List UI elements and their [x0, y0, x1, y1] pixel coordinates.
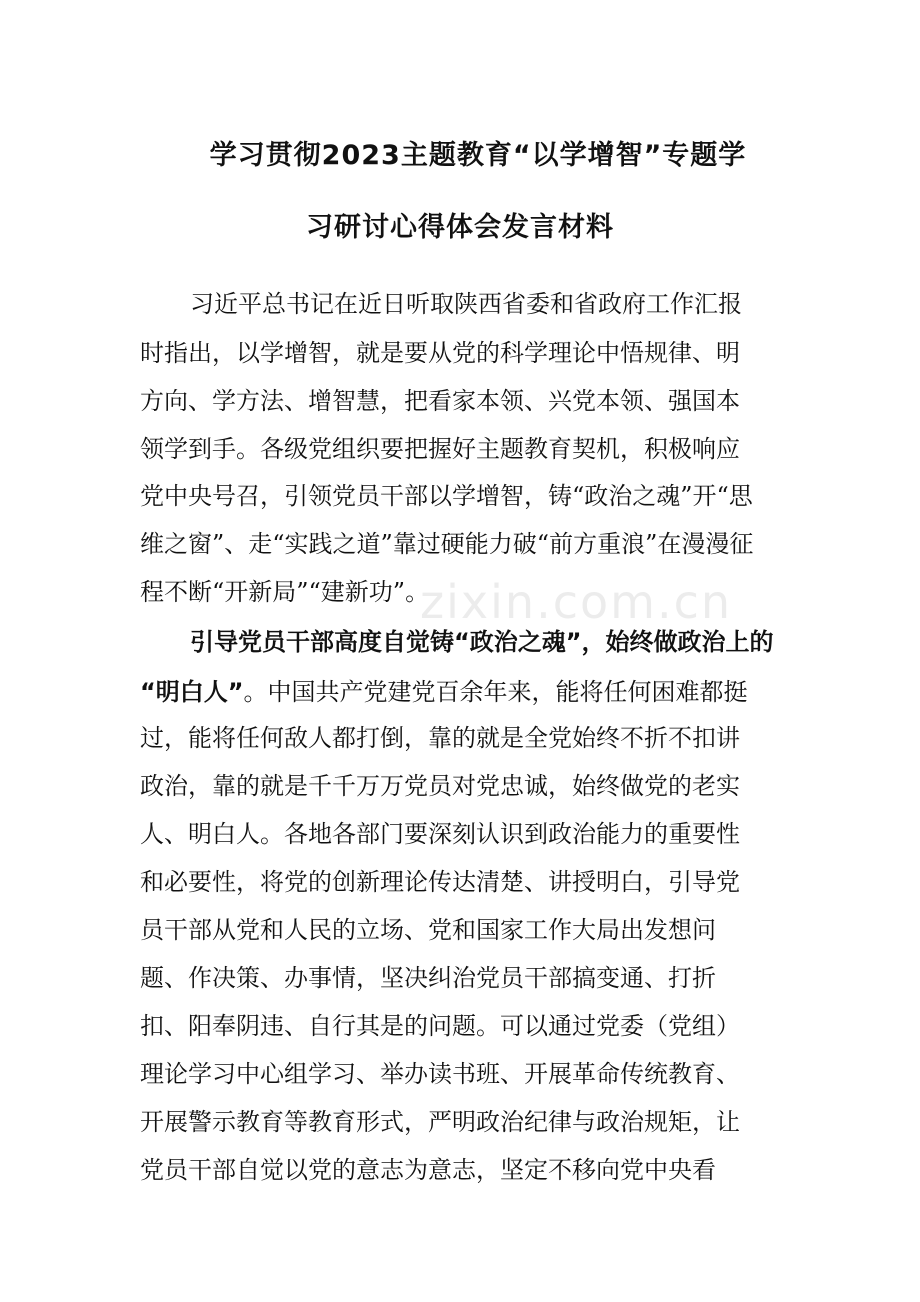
paragraph-2-line-2: 过，能将任何敌人都打倒，靠的就是全党始终不折不扣讲 [140, 724, 740, 752]
paragraph-1-line-6: 维之窗”、走“实践之道”靠过硬能力破“前方重浪”在漫漫征 [140, 530, 754, 558]
paragraph-1-line-1: 习近平总书记在近日听取陕西省委和省政府工作汇报 [190, 290, 742, 318]
document-title-line-2: 习研讨心得体会发言材料 [306, 212, 614, 243]
paragraph-1-line-4: 领学到手。各级党组织要把握好主题教育契机，积极响应 [140, 435, 740, 463]
paragraph-1-line-3: 方向、学方法、增智慧，把看家本领、兴党本领、强国本 [140, 387, 740, 415]
paragraph-2-line-11: 党员干部自觉以党的意志为意志，坚定不移向党中央看 [140, 1156, 716, 1184]
paragraph-2-line-7: 题、作决策、办事情，坚决纠治党员干部搞变通、打折 [140, 964, 716, 992]
paragraph-1-line-2: 时指出，以学增智，就是要从党的科学理论中悟规律、明 [140, 339, 740, 367]
paragraph-2-heading-line-2: “明白人” [140, 678, 244, 706]
paragraph-2-line-1-rest: 。中国共产党建党百余年来，能将任何困难都挺 [243, 678, 748, 706]
watermark: zixin.com.cn [420, 575, 733, 629]
paragraph-2-line-6: 员干部从党和人民的立场、党和国家工作大局出发想问 [140, 916, 716, 944]
document-title-line-1: 学习贯彻2023主题教育“以学增智”专题学 [209, 140, 747, 171]
paragraph-2-line-9: 理论学习中心组学习、举办读书班、开展革命传统教育、 [140, 1060, 740, 1088]
paragraph-1-line-7: 程不断“开新局”“建新功”。 [140, 578, 430, 606]
paragraph-2-line-1 [140, 677, 790, 707]
paragraph-2-heading-line-1: 引导党员干部高度自觉铸“政治之魂”，始终做政治上的 [190, 628, 774, 656]
paragraph-2-line-4: 人、明白人。各地各部门要深刻认识到政治能力的重要性 [140, 820, 740, 848]
paragraph-2-line-10: 开展警示教育等教育形式，严明政治纪律与政治规矩，让 [140, 1108, 740, 1136]
paragraph-2-line-8: 扣、阳奉阴违、自行其是的问题。可以通过党委（党组） [140, 1012, 740, 1040]
paragraph-2-line-5: 和必要性，将党的创新理论传达清楚、讲授明白，引导党 [140, 868, 740, 896]
paragraph-1-line-5: 党中央号召，引领党员干部以学增智，铸“政治之魂”开“思 [140, 482, 753, 510]
paragraph-2-line-3: 政治，靠的就是千千万万党员对党忠诚，始终做党的老实 [140, 772, 740, 800]
